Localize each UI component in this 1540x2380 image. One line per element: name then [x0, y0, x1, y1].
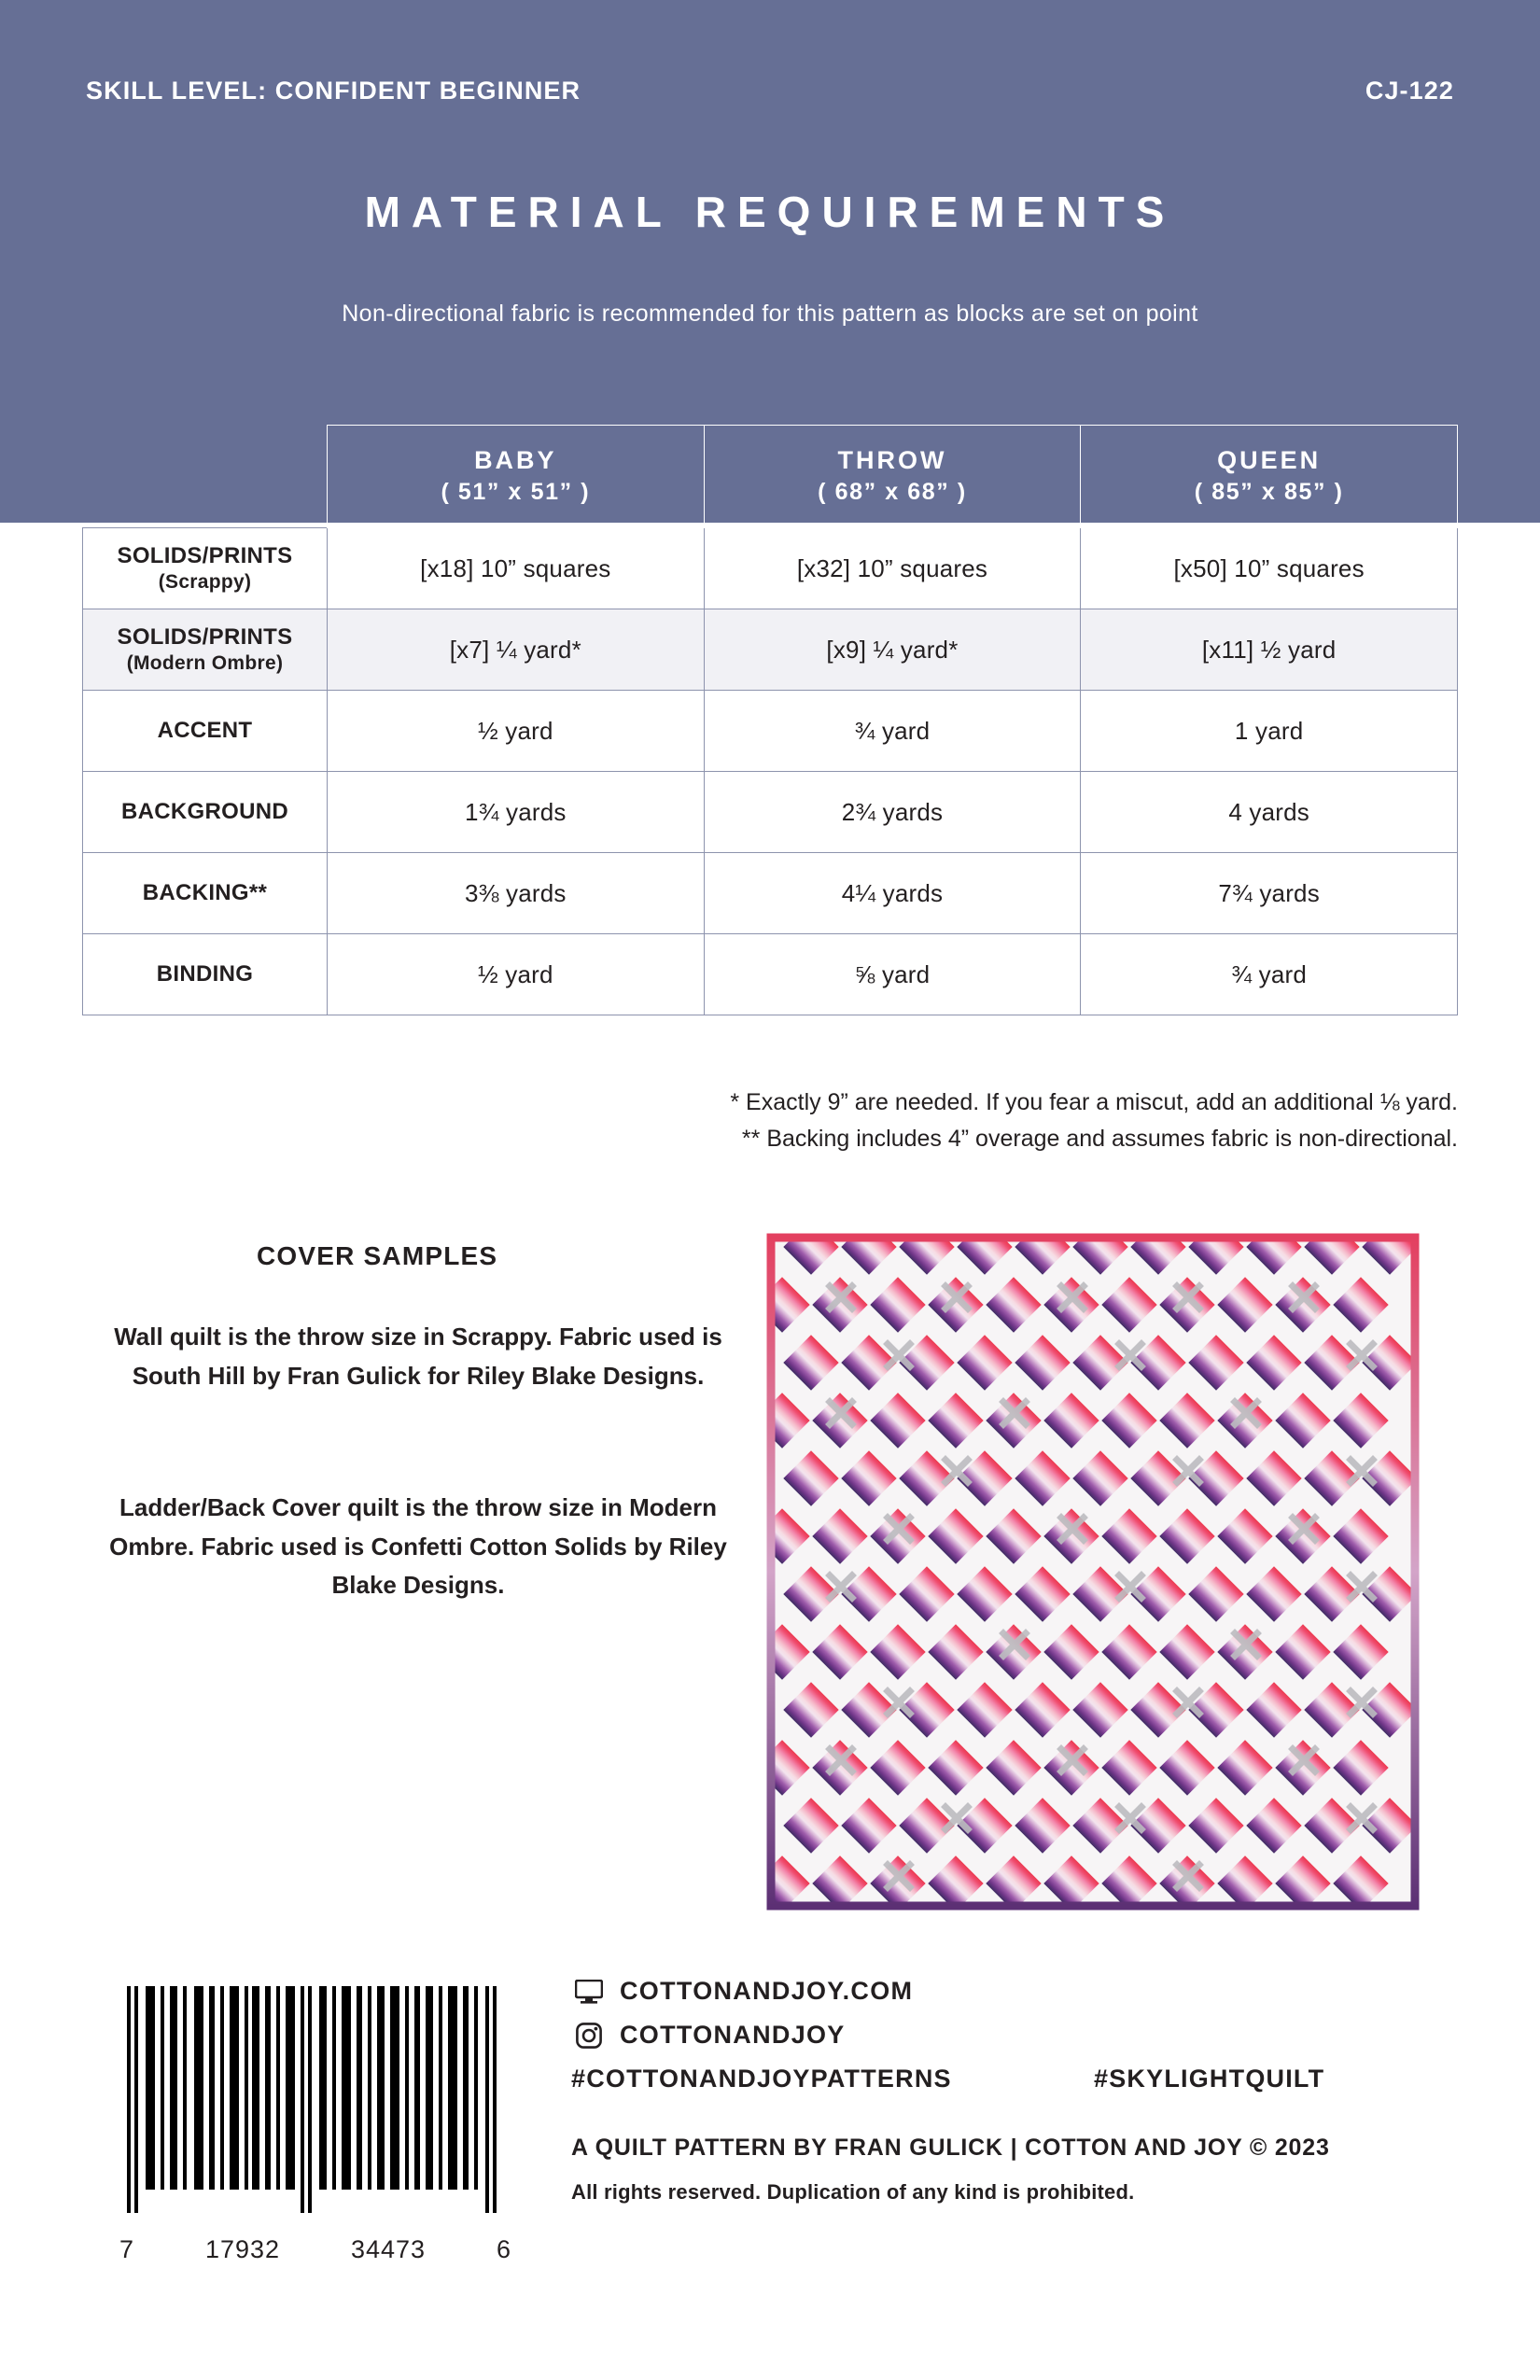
quilt-photo	[763, 1232, 1422, 1923]
monitor-icon	[571, 1978, 607, 2006]
hashtag-patterns[interactable]: #COTTONANDJOYPATTERNS	[571, 2065, 952, 2093]
cell-queen: 7¾ yards	[1081, 853, 1458, 934]
hashtag-row	[571, 2065, 1411, 2093]
website-line[interactable]	[571, 1977, 1411, 2006]
column-header-baby	[328, 426, 705, 528]
row-label-backing	[83, 853, 328, 934]
hashtag-quilt[interactable]: #SKYLIGHTQUILT	[1094, 2065, 1325, 2093]
column-header-queen	[1081, 426, 1458, 528]
row-label-main: ACCENT	[157, 718, 253, 743]
barcode-digit-group-2: 34473	[350, 2235, 427, 2263]
footnote-2: ** Backing includes 4” overage and assumes fabric is non-directional.	[741, 1125, 1458, 1152]
column-header-throw-name: THROW	[837, 446, 947, 475]
column-header-throw-dims: ( 68” x 68” )	[818, 479, 967, 506]
instagram-icon	[571, 2022, 607, 2050]
row-label-background	[83, 772, 328, 853]
footnote-1: * Exactly 9” are needed. If you fear a miscut, add an additional ⅛ yard.	[730, 1089, 1458, 1115]
row-label-sub: (Scrappy)	[158, 570, 252, 593]
page-subtitle: Non-directional fabric is recommended for this pattern as blocks are set on point	[342, 301, 1198, 327]
table-row	[83, 691, 1458, 772]
skill-level-text: SKILL LEVEL: CONFIDENT BEGINNER	[86, 77, 581, 105]
instagram-label: COTTONANDJOY	[620, 2021, 846, 2049]
table-row	[83, 934, 1458, 1015]
cover-samples-heading: COVER SAMPLES	[257, 1241, 498, 1270]
cell-baby: [x7] ¼ yard*	[328, 609, 705, 691]
table-row	[83, 609, 1458, 691]
cell-queen: 4 yards	[1081, 772, 1458, 853]
cell-queen: 1 yard	[1081, 691, 1458, 772]
table-corner-cell	[83, 426, 328, 528]
cell-baby: 1¾ yards	[328, 772, 705, 853]
cell-throw: ¾ yard	[704, 691, 1081, 772]
row-label-solids-scrappy	[83, 528, 328, 609]
rights-line: All rights reserved. Duplication of any kind is prohibited.	[571, 2180, 1135, 2204]
table-row	[83, 853, 1458, 934]
cell-throw: [x32] 10” squares	[704, 528, 1081, 609]
footer-contact	[571, 1977, 1411, 2205]
cell-baby: ½ yard	[328, 691, 705, 772]
barcode-digit-check: 6	[496, 2235, 511, 2263]
column-header-throw	[704, 426, 1081, 528]
table-header-row	[83, 426, 1458, 528]
row-label-solids-ombre	[83, 609, 328, 691]
table-footnotes	[431, 1085, 1458, 1157]
row-label-main: SOLIDS/PRINTS	[117, 542, 293, 568]
row-label-main: BACKGROUND	[121, 799, 288, 824]
barcode-digits	[119, 2235, 511, 2264]
row-label-main: BACKING**	[142, 880, 268, 905]
column-header-queen-name: QUEEN	[1217, 446, 1322, 475]
barcode-digit-group-1: 17932	[204, 2235, 281, 2263]
row-label-binding	[83, 934, 328, 1015]
cell-baby: ½ yard	[328, 934, 705, 1015]
cell-baby: 3⅜ yards	[328, 853, 705, 934]
website-label: COTTONANDJOY.COM	[620, 1977, 914, 2005]
row-label-accent	[83, 691, 328, 772]
barcode-digit-first: 7	[119, 2235, 135, 2263]
cell-queen: ¾ yard	[1081, 934, 1458, 1015]
cell-throw: ⅝ yard	[704, 934, 1081, 1015]
table-row	[83, 772, 1458, 853]
row-label-main: SOLIDS/PRINTS	[117, 623, 293, 650]
cell-throw: 2¾ yards	[704, 772, 1081, 853]
cell-throw: [x9] ¼ yard*	[704, 609, 1081, 691]
column-header-queen-dims: ( 85” x 85” )	[1194, 479, 1344, 506]
cell-queen: [x11] ½ yard	[1081, 609, 1458, 691]
barcode	[119, 1986, 511, 2257]
table-row	[83, 528, 1458, 609]
barcode-bars	[119, 1986, 511, 2213]
credit-line: A QUILT PATTERN BY FRAN GULICK | COTTON AND JOY © 2023	[571, 2135, 1330, 2161]
column-header-baby-dims: ( 51” x 51” )	[441, 479, 591, 506]
page-title: MATERIAL REQUIREMENTS	[364, 188, 1176, 236]
cell-baby: [x18] 10” squares	[328, 528, 705, 609]
pattern-code: CJ-122	[1365, 77, 1454, 105]
row-label-sub: (Modern Ombre)	[126, 651, 284, 674]
material-requirements-table	[82, 425, 1458, 1015]
instagram-line[interactable]	[571, 2021, 1411, 2050]
quilt-illustration	[763, 1232, 1422, 1923]
cell-throw: 4¼ yards	[704, 853, 1081, 934]
column-header-baby-name: BABY	[474, 446, 557, 475]
cell-queen: [x50] 10” squares	[1081, 528, 1458, 609]
cover-samples-paragraph-1: Wall quilt is the throw size in Scrappy. Fabric used is South Hill by Fran Gulick for Riley Blake Designs.	[114, 1323, 722, 1390]
cover-samples-paragraph-2: Ladder/Back Cover quilt is the throw size in Modern Ombre. Fabric used is Confetti Cotton Solids by Riley Blake Designs.	[109, 1493, 727, 1600]
row-label-main: BINDING	[156, 961, 254, 987]
